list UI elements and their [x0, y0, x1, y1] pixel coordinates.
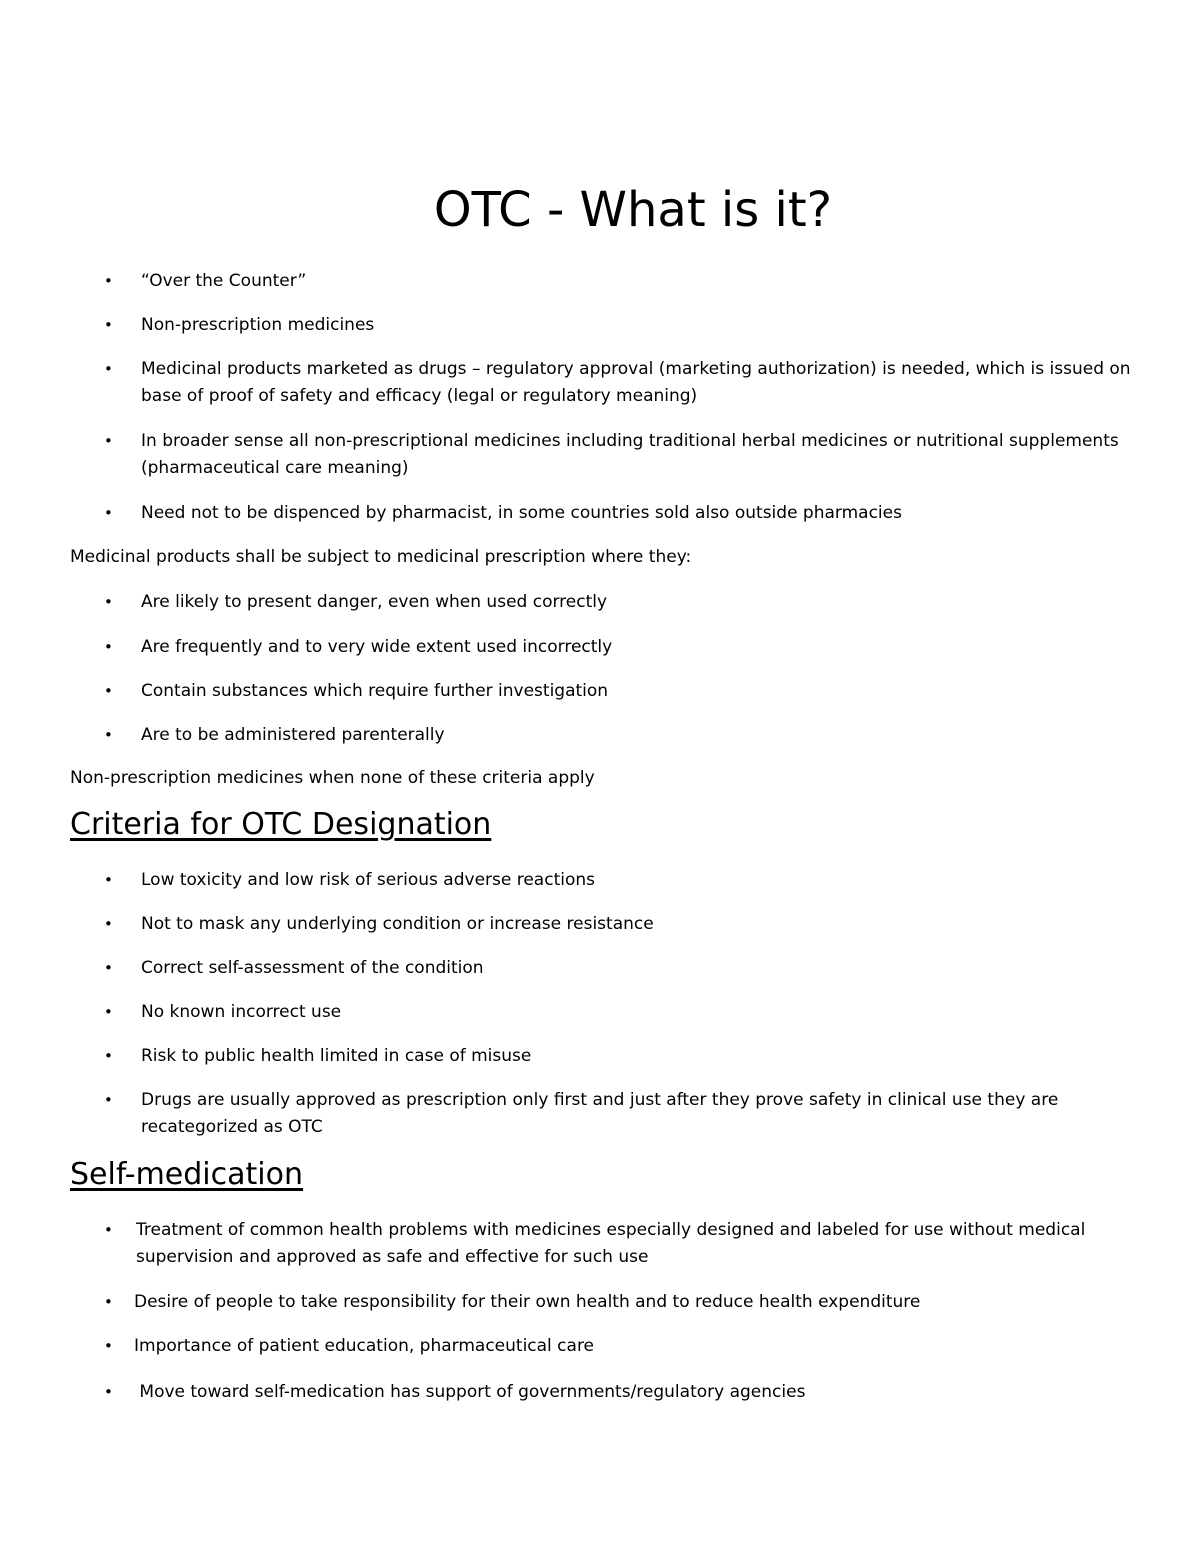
page-title: OTC - What is it?	[433, 182, 833, 238]
list-item-text: Treatment of common health problems with medicines especially designed and labeled for use without medical supervision and approved as safe and effective for such use	[136, 1220, 1086, 1267]
list-item-text: Risk to public health limited in case of misuse	[141, 1046, 532, 1066]
list-item-text: Low toxicity and low risk of serious adverse reactions	[141, 870, 595, 890]
bullet-icon: •	[104, 1003, 113, 1021]
list-item-text: Are frequently and to very wide extent used incorrectly	[141, 637, 613, 657]
bullet-icon: •	[104, 682, 113, 700]
list-item-text: No known incorrect use	[141, 1002, 342, 1022]
bullet-icon: •	[104, 1293, 113, 1311]
list-item-text: Move toward self-medication has support of governments/regulatory agencies	[134, 1382, 806, 1402]
bullet-icon: •	[104, 638, 113, 656]
bullet-icon: •	[104, 726, 113, 744]
bullet-icon: •	[104, 1221, 113, 1239]
list-item-text: Drugs are usually approved as prescription only first and just after they prove safety in clinical use they are recategorized as OTC	[141, 1090, 1059, 1137]
list-item-text: Need not to be dispenced by pharmacist, in some countries sold also outside pharmacies	[141, 503, 902, 523]
bullet-icon: •	[104, 915, 113, 933]
list-item-text: Medicinal products marketed as drugs – regulatory approval (marketing authorization) is needed, which is issued on base of proof of safety and efficacy (legal or regulatory meaning)	[141, 359, 1131, 406]
list-item-text: Non-prescription medicines	[141, 315, 375, 335]
self-medication-heading: Self-medication	[70, 1157, 303, 1192]
list-item-text: Desire of people to take responsibility for their own health and to reduce health expenditure	[134, 1292, 921, 1312]
list-item-text: Not to mask any underlying condition or increase resistance	[141, 914, 654, 934]
bullet-icon: •	[104, 316, 113, 334]
prescription-intro: Medicinal products shall be subject to medicinal prescription where they:	[70, 547, 692, 567]
list-item-text: “Over the Counter”	[141, 271, 307, 291]
bullet-icon: •	[104, 1337, 113, 1355]
bullet-icon: •	[104, 1383, 113, 1401]
list-item-text: Importance of patient education, pharmaceutical care	[134, 1336, 595, 1356]
bullet-icon: •	[104, 871, 113, 889]
bullet-icon: •	[104, 432, 113, 450]
list-item-text: Are likely to present danger, even when used correctly	[141, 592, 608, 612]
bullet-icon: •	[104, 959, 113, 977]
bullet-icon: •	[104, 1047, 113, 1065]
bullet-icon: •	[104, 1091, 113, 1109]
list-item-text: Correct self-assessment of the condition	[141, 958, 484, 978]
bullet-icon: •	[104, 360, 113, 378]
bullet-icon: •	[104, 272, 113, 290]
list-item-text: In broader sense all non-prescriptional medicines including traditional herbal medicines or nutritional supplements (pharmaceutical care meaning)	[141, 431, 1119, 478]
prescription-outro: Non-prescription medicines when none of these criteria apply	[70, 768, 595, 788]
list-item-text: Contain substances which require further investigation	[141, 681, 609, 701]
bullet-icon: •	[104, 504, 113, 522]
bullet-icon: •	[104, 593, 113, 611]
list-item-text: Are to be administered parenterally	[141, 725, 445, 745]
criteria-heading: Criteria for OTC Designation	[70, 807, 492, 842]
